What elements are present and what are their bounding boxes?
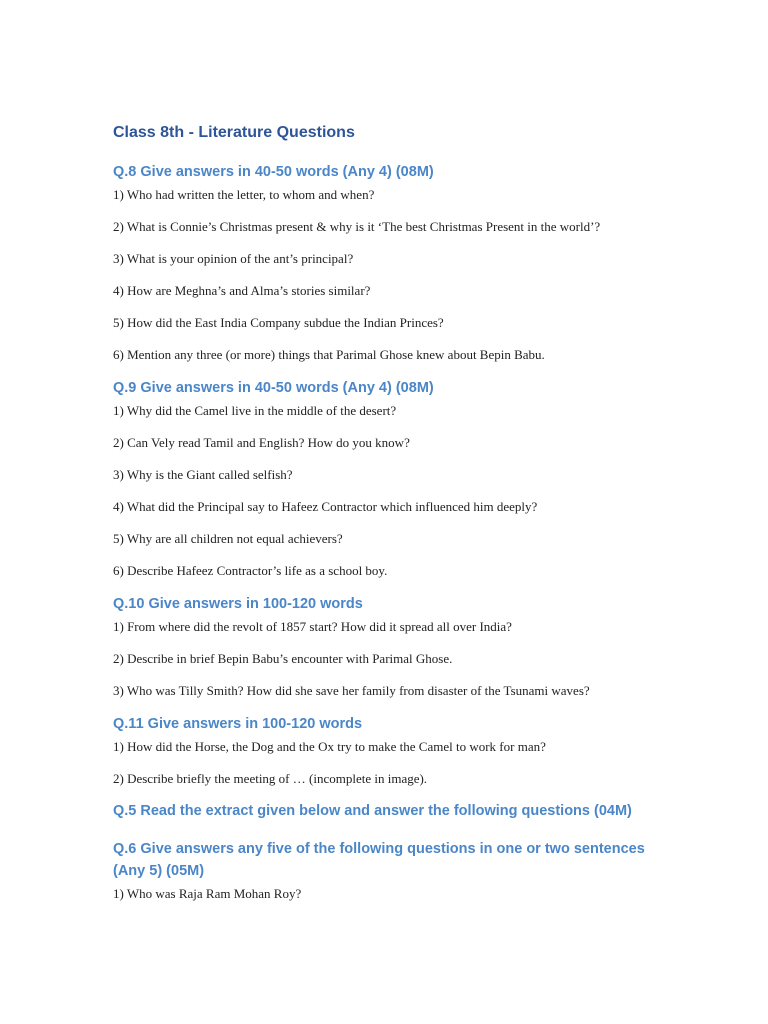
section-heading-q11: Q.11 Give answers in 100-120 words <box>113 716 363 732</box>
question-item: 2) What is Connie’s Christmas present & why is it ‘The best Christmas Present in the world’? <box>113 219 601 234</box>
question-item: 1) From where did the revolt of 1857 start? How did it spread all over India? <box>113 619 512 634</box>
section-heading-q8: Q.8 Give answers in 40-50 words (Any 4) (08M) <box>113 164 434 180</box>
question-item: 4) What did the Principal say to Hafeez Contractor which influenced him deeply? <box>113 499 538 514</box>
section-heading-q9: Q.9 Give answers in 40-50 words (Any 4) (08M) <box>113 380 434 396</box>
question-item: 3) Why is the Giant called selfish? <box>113 467 293 482</box>
question-item: 3) What is your opinion of the ant’s principal? <box>113 251 354 266</box>
question-item: 6) Mention any three (or more) things that Parimal Ghose knew about Bepin Babu. <box>113 347 545 362</box>
question-item: 5) How did the East India Company subdue the Indian Princes? <box>113 315 444 330</box>
section-heading-q10: Q.10 Give answers in 100-120 words <box>113 596 363 612</box>
question-item: 1) Who was Raja Ram Mohan Roy? <box>113 886 302 901</box>
question-item: 2) Can Vely read Tamil and English? How do you know? <box>113 435 410 450</box>
question-item: 3) Who was Tilly Smith? How did she save her family from disaster of the Tsunami waves? <box>113 683 590 698</box>
question-item: 4) How are Meghna’s and Alma’s stories similar? <box>113 283 371 298</box>
question-item: 2) Describe briefly the meeting of … (incomplete in image). <box>113 771 428 786</box>
question-item: 1) How did the Horse, the Dog and the Ox try to make the Camel to work for man? <box>113 739 546 754</box>
question-item: 1) Who had written the letter, to whom and when? <box>113 187 375 202</box>
question-item: 5) Why are all children not equal achievers? <box>113 531 343 546</box>
section-heading-q6: Q.6 Give answers any five of the following questions in one or two sentences (Any 5) (05M) <box>113 841 645 879</box>
document-title: Class 8th - Literature Questions <box>113 124 355 141</box>
question-item: 6) Describe Hafeez Contractor’s life as a school boy. <box>113 563 388 578</box>
question-item: 2) Describe in brief Bepin Babu’s encounter with Parimal Ghose. <box>113 651 453 666</box>
section-heading-q5: Q.5 Read the extract given below and answer the following questions (04M) <box>113 803 632 819</box>
question-item: 1) Why did the Camel live in the middle of the desert? <box>113 403 397 418</box>
